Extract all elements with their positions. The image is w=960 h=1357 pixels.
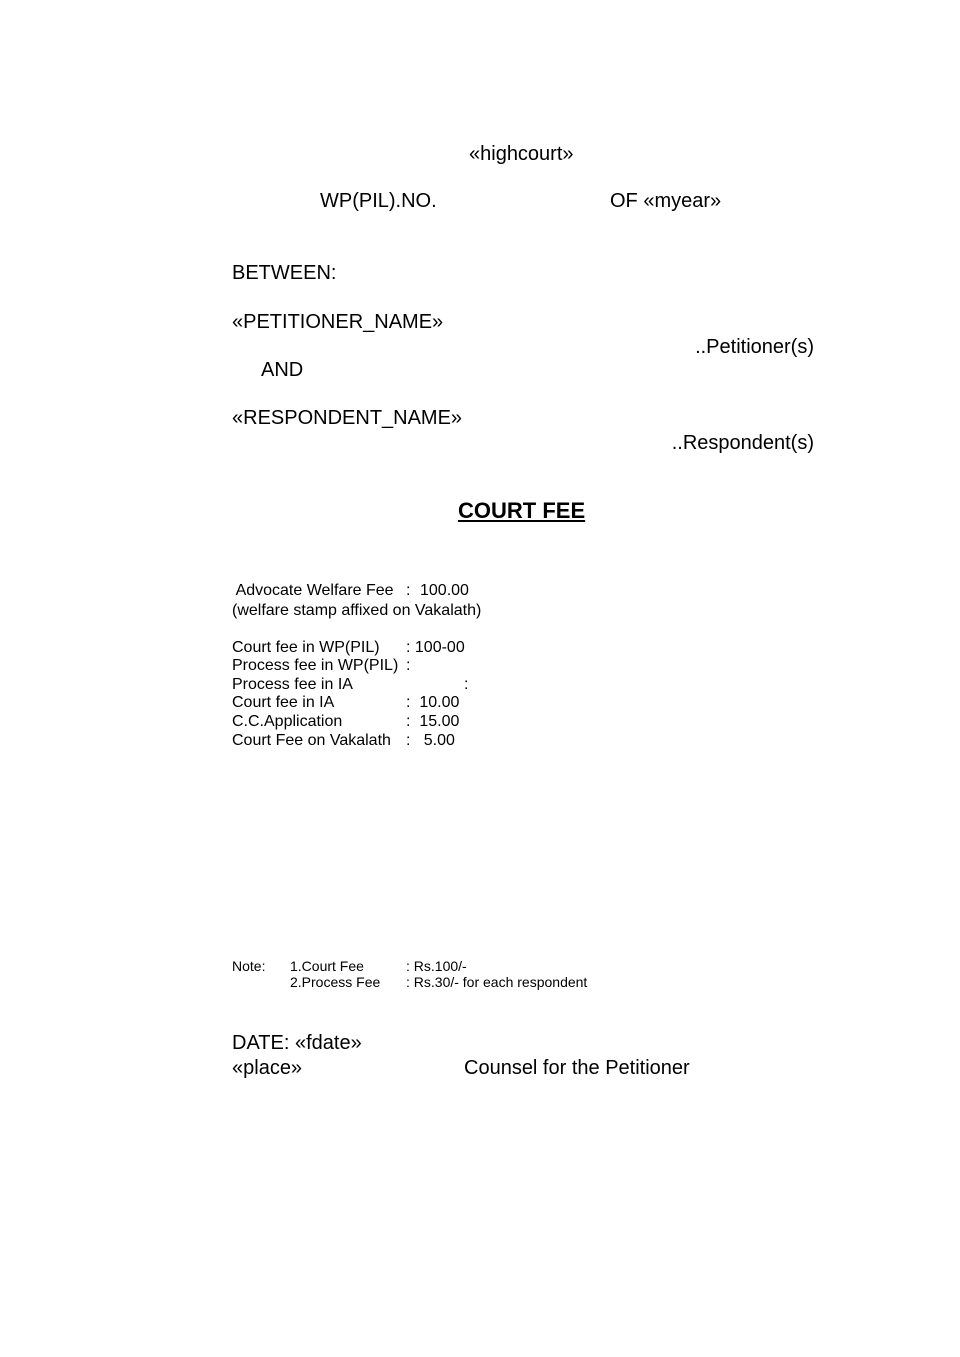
- respondent-role: ..Respondent(s): [671, 432, 814, 454]
- fee-value: :: [406, 657, 411, 674]
- date-field: DATE: «fdate»: [232, 1032, 362, 1054]
- welfare-fee-value: 100.00: [420, 582, 469, 599]
- and-label: AND: [261, 359, 304, 381]
- note-label: Note:: [232, 958, 266, 974]
- welfare-fee-label: Advocate Welfare Fee: [232, 582, 394, 599]
- fee-value: : 5.00: [406, 732, 455, 749]
- petitioner-name: «PETITIONER_NAME»: [232, 311, 444, 333]
- between-label: BETWEEN:: [232, 262, 337, 284]
- fee-value: : 15.00: [406, 713, 460, 730]
- welfare-fee-note: (welfare stamp affixed on Vakalath): [232, 602, 482, 619]
- petitioner-role: ..Petitioner(s): [695, 336, 814, 358]
- respondent-name: «RESPONDENT_NAME»: [232, 407, 463, 429]
- case-year-label: OF «myear»: [610, 190, 722, 212]
- welfare-fee-sep: :: [406, 582, 411, 599]
- fee-label: Process fee in IA: [232, 676, 353, 693]
- note-item-value: : Rs.100/-: [406, 958, 467, 974]
- place-field: «place»: [232, 1057, 303, 1079]
- fee-value: : 10.00: [406, 694, 460, 711]
- fee-value: :: [464, 676, 469, 693]
- note-item-value: : Rs.30/- for each respondent: [406, 974, 588, 990]
- fee-label: Court fee in IA: [232, 694, 335, 711]
- counsel-signature-label: Counsel for the Petitioner: [464, 1057, 690, 1079]
- note-item-name: 1.Court Fee: [290, 958, 364, 974]
- fee-label: C.C.Application: [232, 713, 343, 730]
- page-title: COURT FEE: [458, 498, 586, 523]
- fee-label: Court fee in WP(PIL): [232, 639, 380, 656]
- court-name: «highcourt»: [469, 143, 574, 165]
- fee-value: : 100-00: [406, 639, 465, 656]
- fee-label: Court Fee on Vakalath: [232, 732, 391, 749]
- fee-label: Process fee in WP(PIL): [232, 657, 399, 674]
- note-item-name: 2.Process Fee: [290, 974, 381, 990]
- case-number-label: WP(PIL).NO.: [320, 190, 437, 212]
